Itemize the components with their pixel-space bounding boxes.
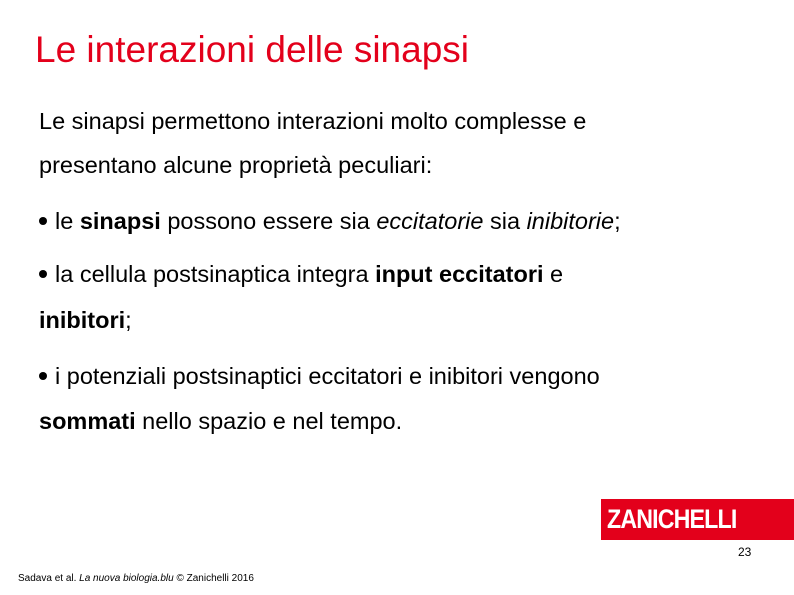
footer-citation [18, 573, 254, 584]
slide-title: Le interazioni delle sinapsi [35, 29, 469, 70]
bullet-item-3-continuation [39, 407, 402, 435]
bullet-item-3 [39, 362, 600, 390]
intro-line-1: Le sinapsi permettono interazioni molto complesse e [39, 108, 587, 134]
footer-pre: Sadava et al. [18, 573, 80, 584]
bullet-2-bold-2: inibitori [39, 307, 126, 333]
bullet-1-pre: le [55, 208, 80, 234]
bullet-2-post-2: ; [125, 307, 132, 333]
bullet-item-1 [39, 207, 621, 235]
bullet-dot-icon [39, 217, 47, 225]
footer-italic: La nuova biologia.blu [79, 573, 174, 584]
page-number: 23 [738, 545, 752, 559]
footer-post: © Zanichelli 2016 [173, 573, 254, 584]
bullet-2-bold: input eccitatori [375, 261, 544, 287]
bullet-1-post: ; [614, 208, 621, 234]
bullet-3-bold: sommati [39, 408, 136, 434]
bullet-item-2 [39, 260, 563, 288]
bullet-1-bold: sinapsi [79, 208, 161, 234]
bullet-3-post: nello spazio e nel tempo. [135, 408, 403, 434]
zanichelli-logo [601, 499, 794, 540]
bullet-3-line-1: i potenziali postsinaptici eccitatori e inibitori vengono [55, 363, 600, 389]
bullet-item-2-continuation [39, 306, 132, 334]
intro-line-2: presentano alcune proprietà peculiari: [39, 152, 433, 178]
bullet-dot-icon [39, 270, 47, 278]
bullet-1-mid: possono essere sia [160, 208, 377, 234]
bullet-2-pre: la cellula postsinaptica integra [55, 261, 376, 287]
bullet-1-italic-2: inibitorie [526, 208, 615, 234]
logo-text: ZANICHELLI [607, 504, 737, 534]
bullet-1-mid-2: sia [483, 208, 527, 234]
bullet-dot-icon [39, 372, 47, 380]
bullet-1-italic-1: eccitatorie [376, 208, 484, 234]
bullet-2-post: e [543, 261, 564, 287]
